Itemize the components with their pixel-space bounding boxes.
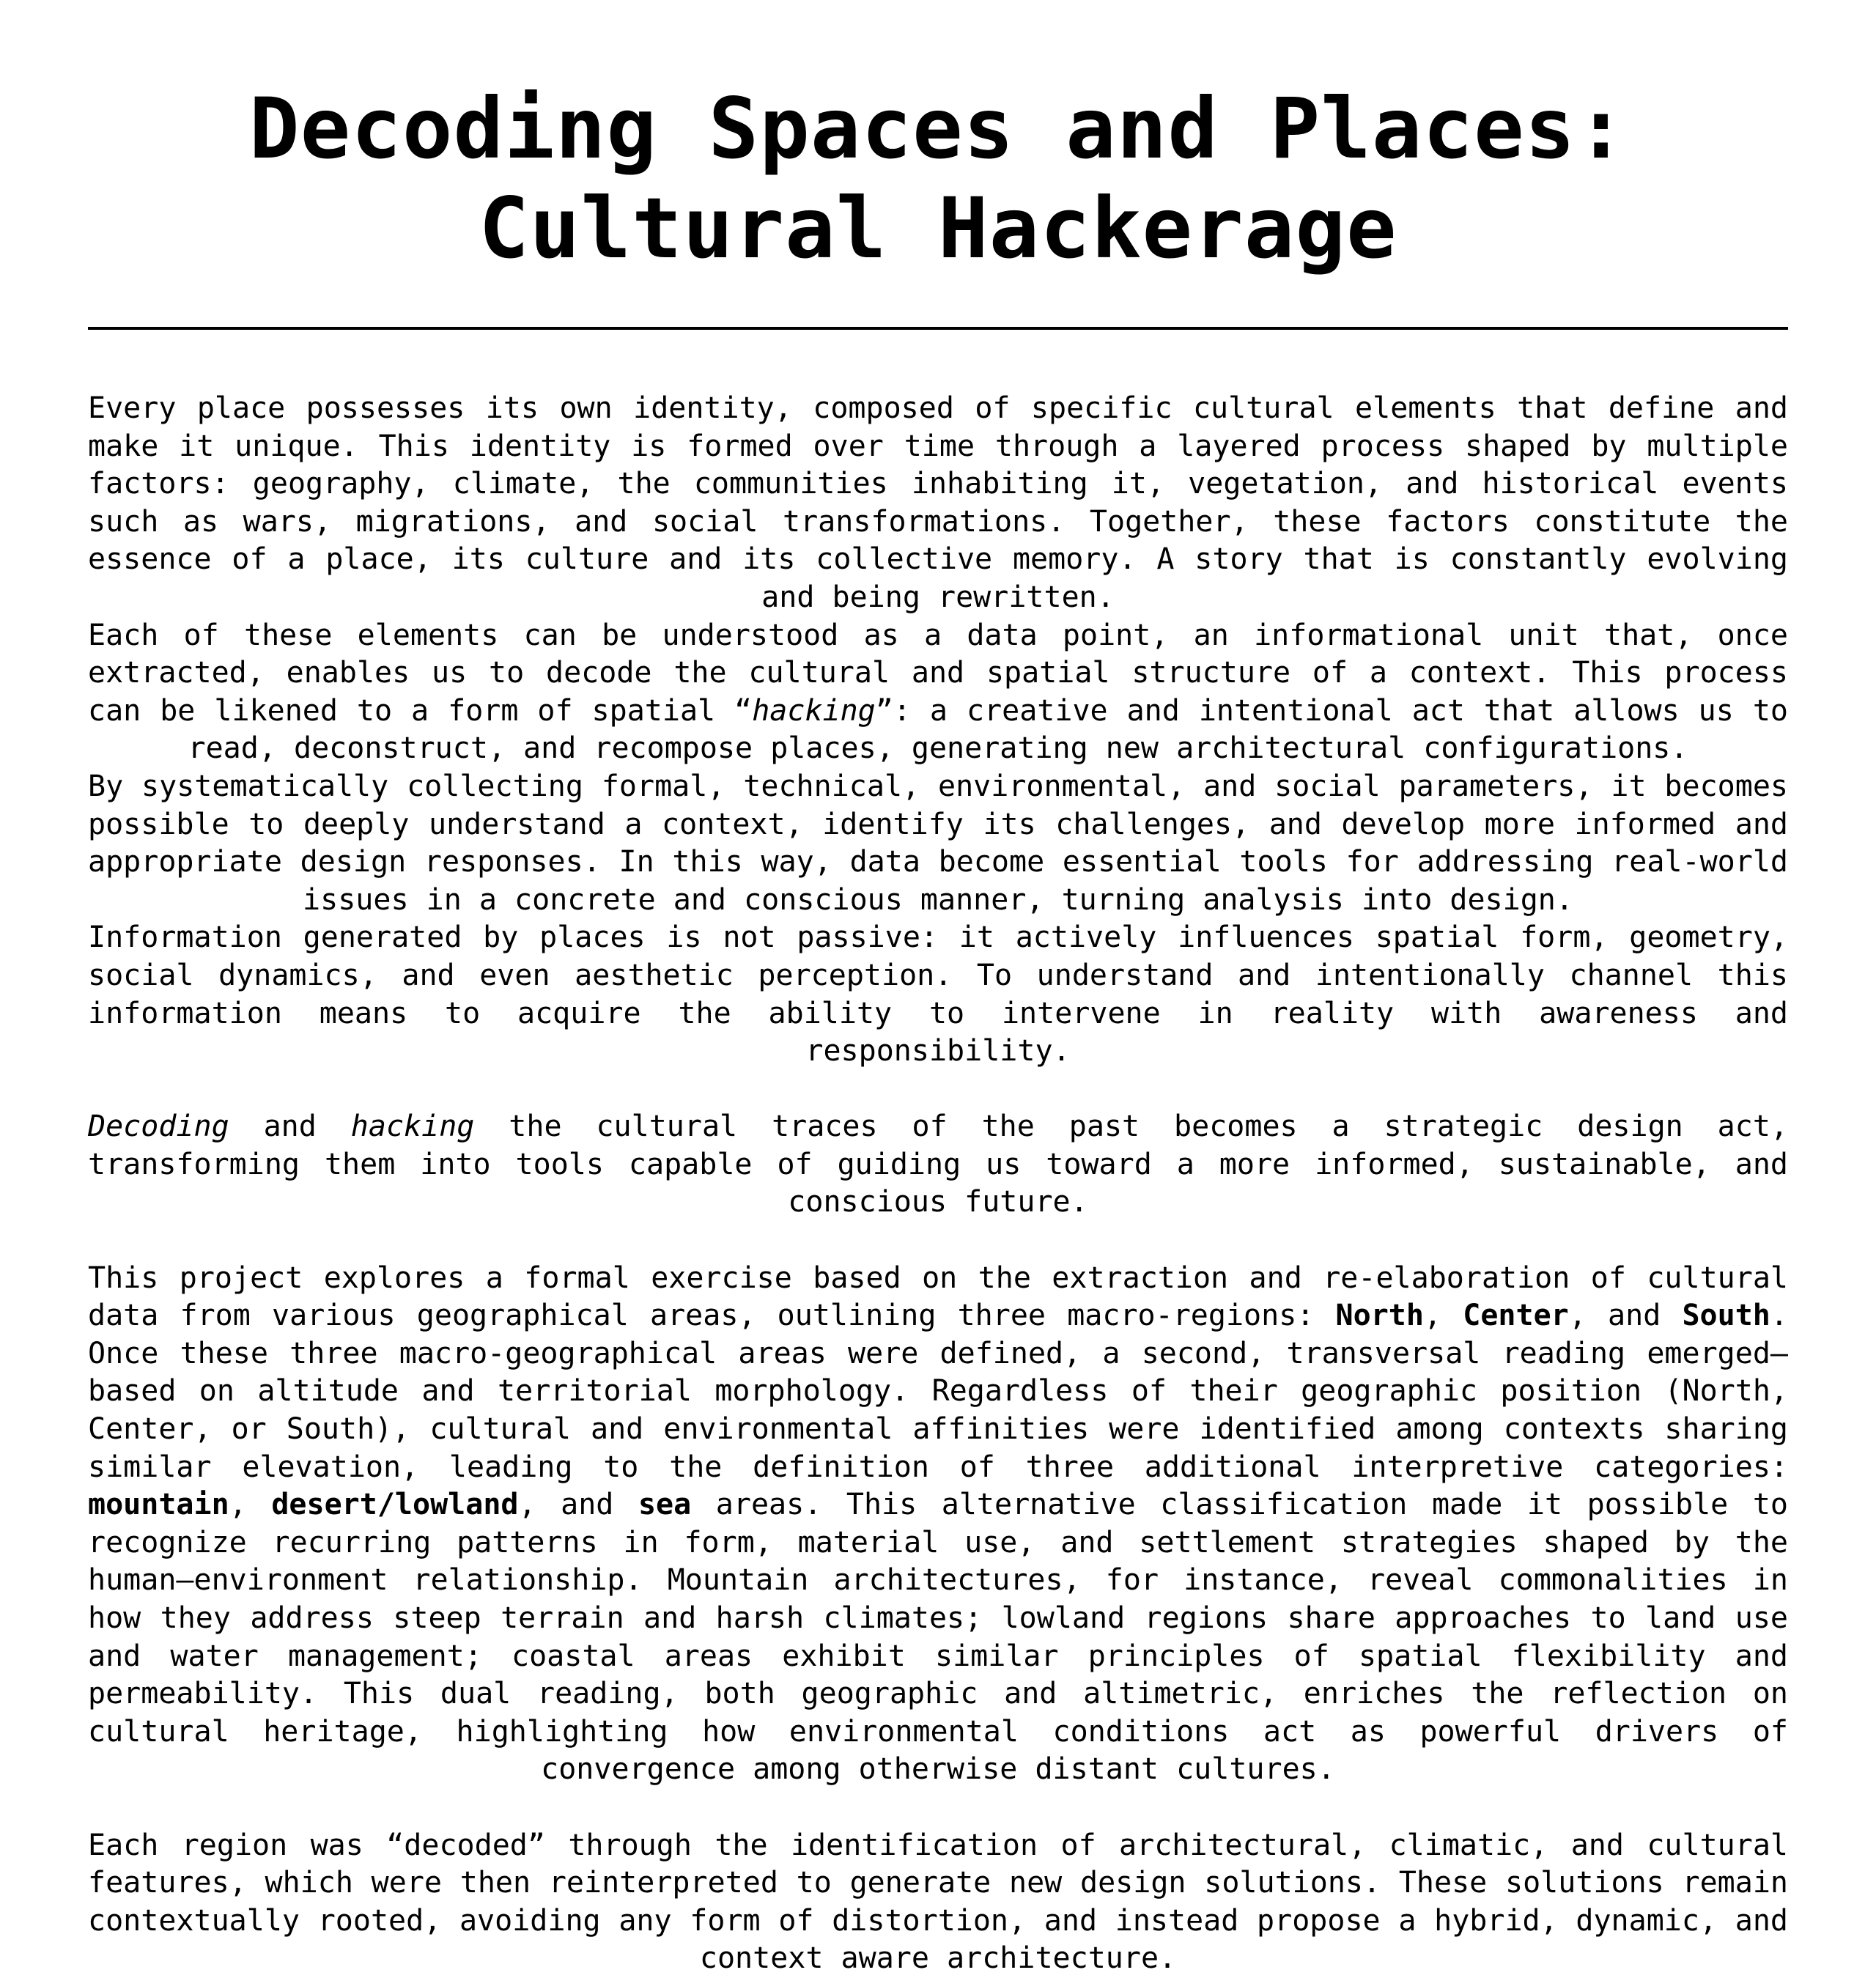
paragraph-project-text-a: This project explores a formal exercise based on the extraction and re-elaboration of cultural data from various geographical areas, outlining three macro-regions: [88,1261,1788,1333]
title-line-2: Cultural Hackerage [479,180,1397,277]
paragraph-parameters: By systematically collecting formal, technical, environmental, and social parameters, it becomes possible to deeply understand a context, identify its challenges, and develop more informed and appropriate design responses. In this way, data become essential tools for addressing real-world issues in a concrete and conscious manner, turning analysis into design. [88,769,1788,917]
paragraph-project-text-b: . Once these three macro-geographical areas were defined, a second, transversal reading emerged—based on altitude and territorial morphology. Regardless of their geographic position (North, Center, or South), cultural and environmental affinities were identified among contexts sharing similar elevation, leading to the definition of three additional interpretive categories: [88,1299,1788,1484]
emphasis-hacking-2: hacking [350,1110,475,1144]
paragraph-decoding-hacking-text-b: the cultural traces of the past becomes a strategic design act, transforming them into tools capable of guiding us toward a more informed, sustainable, and conscious future. [88,1110,1788,1219]
category-mountain: mountain [88,1488,229,1522]
separator: , and [518,1488,638,1522]
category-desert-lowland: desert/lowland [271,1488,519,1522]
paragraph-data-points-text-b: ”: a creative and intentional act that allows us to read, deconstruct, and recompose places, generating new architectural configurations. [188,693,1788,766]
document-page [88,0,1788,1978]
region-center: Center [1463,1299,1569,1333]
separator: , [229,1488,272,1522]
paragraph-data-points [88,617,1788,768]
separator: , [1423,1299,1463,1333]
paragraph-spacer [88,1222,1788,1260]
paragraph-spacer [88,1789,1788,1827]
paragraph-decoding-hacking [88,1108,1788,1222]
document-body [88,390,1788,1978]
region-south: South [1682,1299,1770,1333]
paragraph-project [88,1260,1788,1789]
emphasis-decoding: Decoding [88,1110,229,1144]
paragraph-identity: Every place possesses its own identity, composed of specific cultural elements that define and make it unique. This identity is formed over time through a layered process shaped by multiple factors: geography, climate, the communities inhabiting it, vegetation, and historical events such as wars, migrations, and social transformations. Together, these factors constitute the essence of a place, its culture and its collective memory. A story that is constantly evolving and being rewritten. [88,391,1788,614]
page-title [88,79,1788,278]
title-divider [88,327,1788,330]
paragraph-decoded-regions: Each region was “decoded” through the identification of architectural, climatic, and cultural features, which were then reinterpreted to generate new design solutions. These solutions remain contextually rooted, avoiding any form of distortion, and instead propose a hybrid, dynamic, and context aware architecture. [88,1828,1788,1976]
paragraph-spacer [88,1071,1788,1109]
paragraph-decoding-hacking-text-a: and [229,1110,351,1144]
paragraph-information: Information generated by places is not passive: it actively influences spatial form, geometry, social dynamics, and even aesthetic perception. To understand and intentionally channel this information means to acquire the ability to intervene in reality with awareness and responsibility. [88,920,1788,1069]
region-north: North [1335,1299,1424,1333]
category-sea: sea [638,1488,692,1522]
paragraph-data-points-text-a: Each of these elements can be understood as a data point, an informational unit that, once extracted, enables us to decode the cultural and spatial structure of a context. This process can be likened to a form of spatial “ [88,618,1788,728]
separator: , and [1568,1299,1683,1333]
paragraph-project-text-c: areas. This alternative classification made it possible to recognize recurring patterns in form, material use, and settlement strategies shaped by the human–environment relationship. Mountain architectures, for instance, reveal commonalities in how they address steep terrain and harsh climates; lowland regions share approaches to land use and water management; coastal areas exhibit similar principles of spatial flexibility and permeability. This dual reading, both geographic and altimetric, enriches the reflection on cultural heritage, highlighting how environmental conditions act as powerful drivers of convergence among otherwise distant cultures. [88,1488,1789,1787]
title-line-1: Decoding Spaces and Places: [248,80,1628,177]
emphasis-hacking: hacking [752,693,876,728]
